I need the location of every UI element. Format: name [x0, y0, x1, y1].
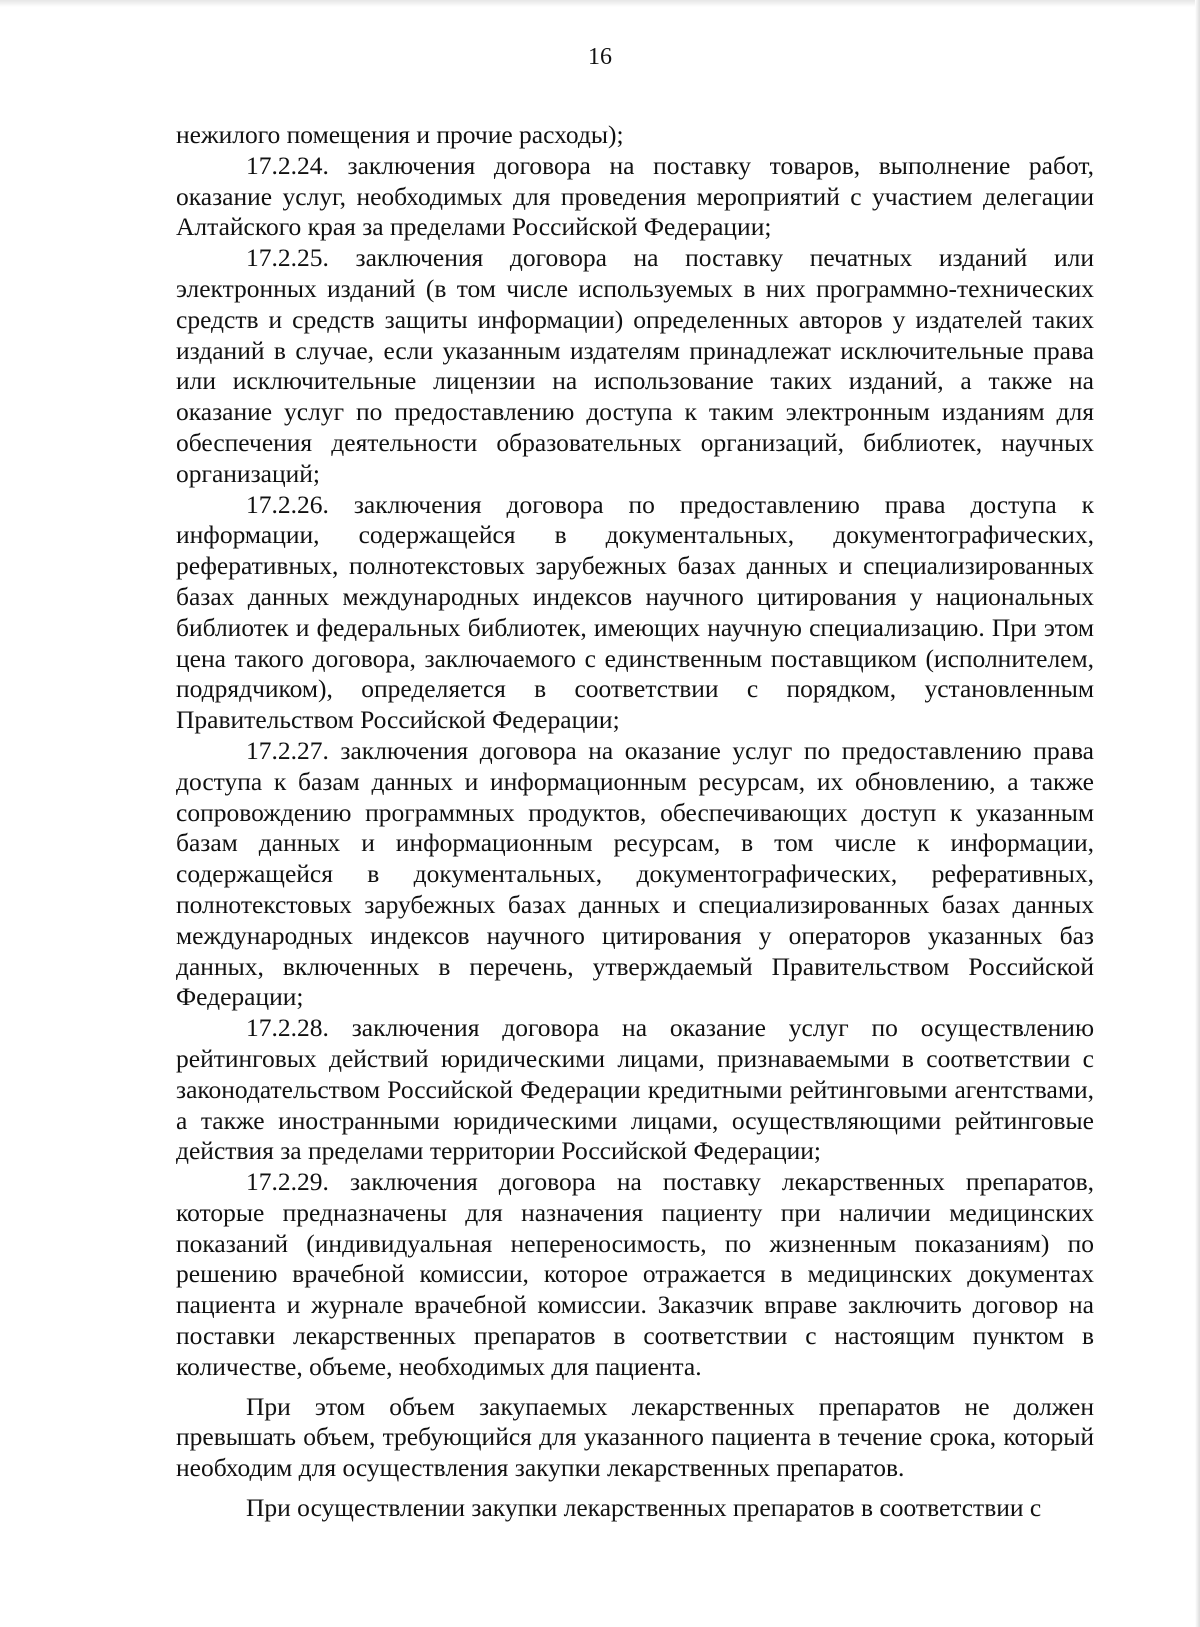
scan-right-edge: [1195, 0, 1200, 1627]
paragraph-17-2-29: 17.2.29. заключения договора на поставку лекарственных препаратов, которые предназначены для назначения пациенту при наличии медицинских показаний (индивидуальная непереносимость, по жизненным показаниям) по решению врачебной комиссии, которое отражается в медицинских документах пациента и журнале врачебной комиссии. Заказчик вправе заключить договор на поставки лекарственных препаратов в соответствии с настоящим пунктом в количестве, объеме, необходимых для пациента.: [176, 1167, 1094, 1381]
paragraph-17-2-25: 17.2.25. заключения договора на поставку печатных изданий или электронных изданий (в том числе используемых в них программно-технических средств и средств защиты информации) определенных авторов у издателей таких изданий в случае, если указанным издателям принадлежат исключительные права или исключительные лицензии на использование таких изданий, а также на оказание услуг по предоставлению доступа к таким электронным изданиям для обеспечения деятельности образовательных организаций, библиотек, научных организаций;: [176, 243, 1094, 488]
paragraph-continuation: нежилого помещения и прочие расходы);: [176, 120, 624, 149]
scan-top-edge: [0, 0, 1200, 7]
document-body: [176, 120, 1094, 1524]
page-number: 16: [588, 44, 612, 70]
paragraph-volume-limit: При этом объем закупаемых лекарственных препаратов не должен превышать объем, требующийся для указанного пациента в течение срока, который необходим для осуществления закупки лекарственных препаратов.: [176, 1391, 1094, 1483]
paragraph-17-2-28: 17.2.28. заключения договора на оказание услуг по осуществлению рейтинговых действий юридическими лицами, признаваемыми в соответствии с законодательством Российской Федерации кредитными рейтинговыми агентствами, а также иностранными юридическими лицами, осуществляющими рейтинговые действия за пределами территории Российской Федерации;: [176, 1013, 1094, 1166]
paragraph-17-2-24: 17.2.24. заключения договора на поставку товаров, выполнение работ, оказание услуг, необходимых для проведения мероприятий с участием делегации Алтайского края за пределами Российской Федерации;: [176, 150, 1094, 242]
paragraph-procurement-start: При осуществлении закупки лекарственных препаратов в соответствии с: [246, 1493, 1042, 1523]
paragraph-17-2-27: 17.2.27. заключения договора на оказание услуг по предоставлению права доступа к базам данных и информационным ресурсам, их обновлению, а также сопровождению программных продуктов, обеспечивающих доступ к указанным базам данных и информационным ресурсам, в том числе к информации, содержащейся в документальных, документографических, реферативных, полнотекстовых зарубежных базах данных и специализированных базах данных международных индексов научного цитирования у операторов указанных баз данных, включенных в перечень, утверждаемый Правительством Российской Федерации;: [176, 735, 1094, 1012]
paragraph-17-2-26: 17.2.26. заключения договора по предоставлению права доступа к информации, содержащейся в документальных, документографических, реферативных, полнотекстовых зарубежных базах данных и специализированных базах данных международных индексов научного цитирования у национальных библиотек и федеральных библиотек, имеющих научную специализацию. При этом цена такого договора, заключаемого с единственным поставщиком (исполнителем, подрядчиком), определяется в соответствии с порядком, установленным Правительством Российской Федерации;: [176, 489, 1094, 735]
